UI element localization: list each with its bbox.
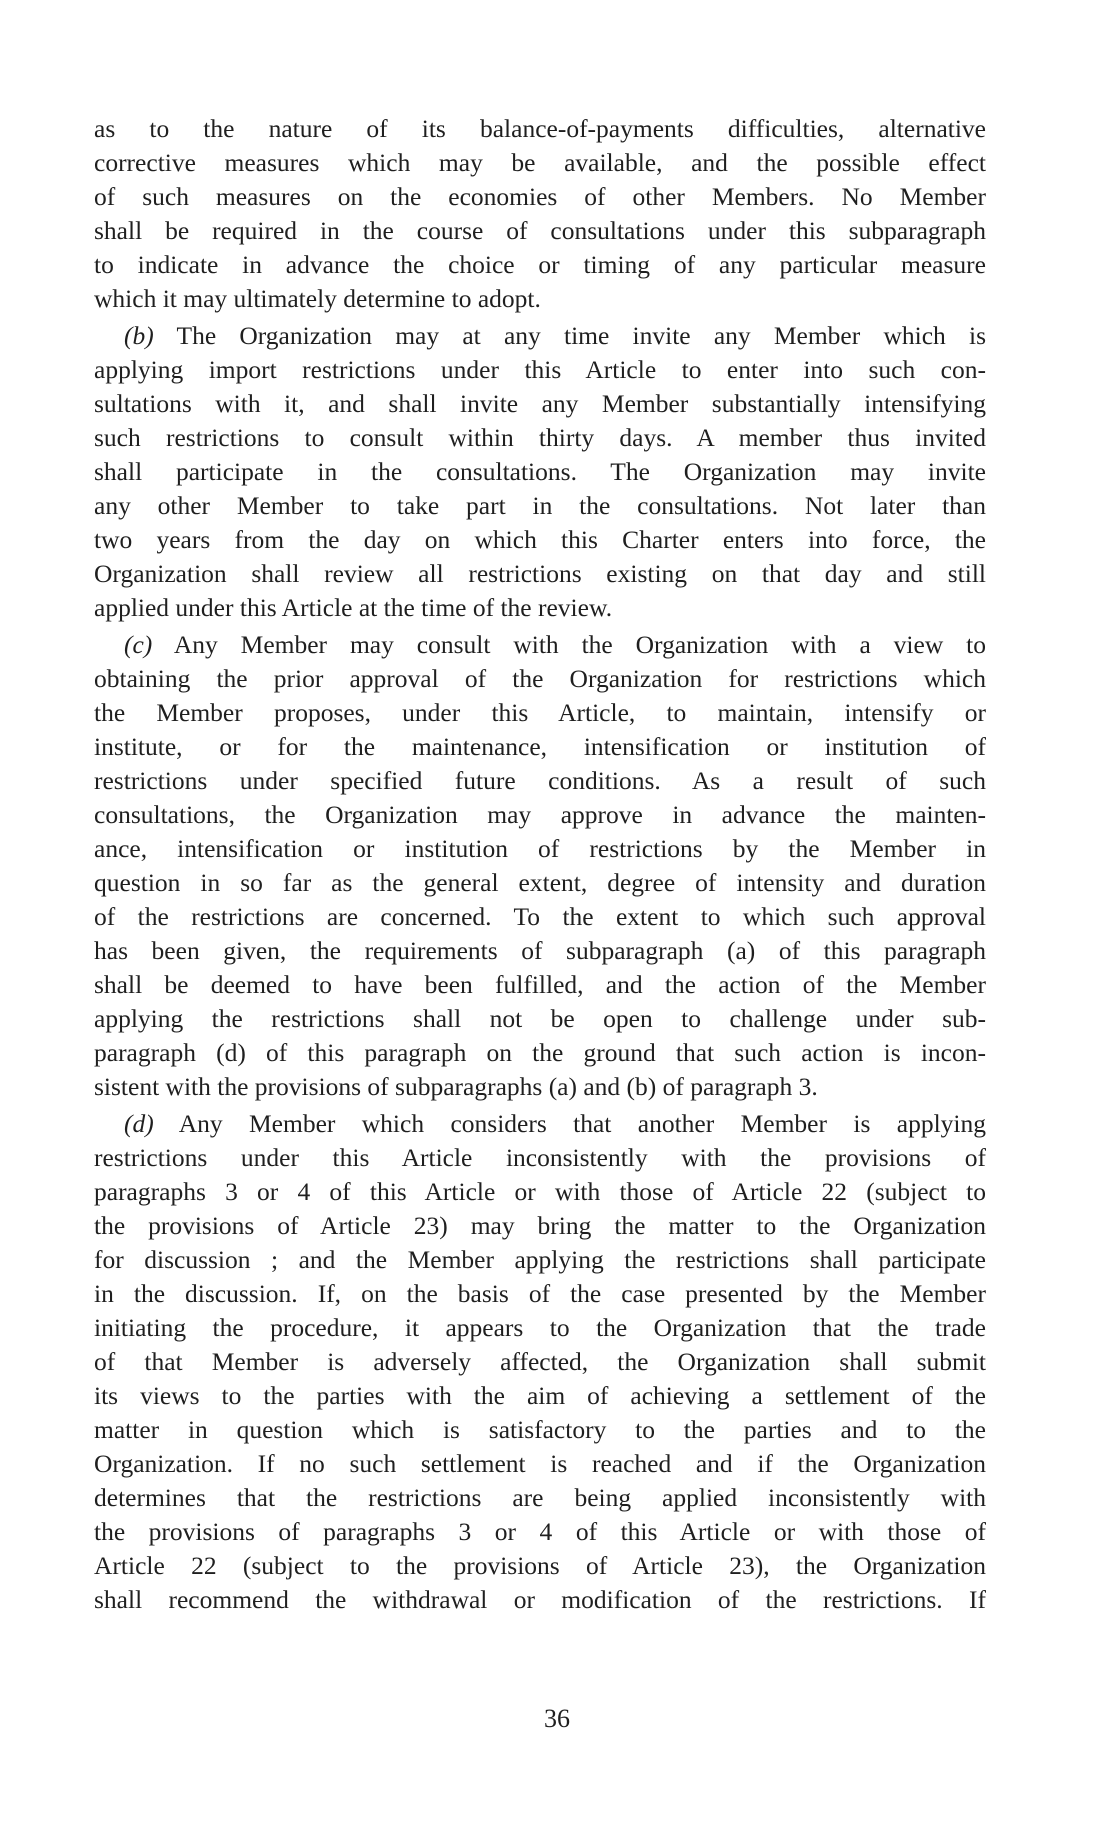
text-line-first: [94, 1107, 986, 1141]
text-line: any other Member to take part in the consultations. Not later than: [94, 491, 986, 520]
paragraph-d: [94, 1107, 986, 1617]
text-line: shall participate in the consultations. The Organization may invite: [94, 457, 986, 486]
text-line: corrective measures which may be available, and the possible effect: [94, 148, 986, 177]
paragraph-continuation: [94, 112, 986, 316]
text-line: shall be required in the course of consultations under this subparagraph: [94, 216, 986, 245]
text-line: for discussion ; and the Member applying the restrictions shall participate: [94, 1245, 986, 1274]
text-line: of such measures on the economies of other Members. No Member: [94, 182, 986, 211]
page-number: 36: [544, 1704, 570, 1733]
text-line: shall be deemed to have been fulfilled, and the action of the Member: [94, 970, 986, 999]
text-line: paragraph (d) of this paragraph on the ground that such action is incon-: [94, 1038, 986, 1067]
text-line: sistent with the provisions of subparagraphs (a) and (b) of paragraph 3.: [94, 1072, 818, 1101]
text-line: restrictions under specified future conditions. As a result of such: [94, 766, 986, 795]
paragraph-b: [94, 319, 986, 625]
text-line: applied under this Article at the time of the review.: [94, 593, 613, 622]
text-line: matter in question which is satisfactory to the parties and to the: [94, 1415, 986, 1444]
text-line: applying the restrictions shall not be open to challenge under sub-: [94, 1004, 986, 1033]
text-line: initiating the procedure, it appears to the Organization that the trade: [94, 1313, 986, 1342]
subparagraph-marker: (d): [124, 1109, 154, 1138]
text-line-content: Any Member may consult with the Organization with a view to: [152, 630, 986, 659]
text-line: Organization shall review all restrictions existing on that day and still: [94, 559, 986, 588]
text-line: the Member proposes, under this Article, to maintain, intensify or: [94, 698, 986, 727]
text-line-first: [94, 319, 986, 353]
text-line: paragraphs 3 or 4 of this Article or with those of Article 22 (subject to: [94, 1177, 986, 1206]
text-line: determines that the restrictions are being applied inconsistently with: [94, 1483, 986, 1512]
text-line: such restrictions to consult within thirty days. A member thus invited: [94, 423, 986, 452]
text-line: institute, or for the maintenance, intensification or institution of: [94, 732, 986, 761]
text-line: shall recommend the withdrawal or modification of the restrictions. If: [94, 1585, 986, 1614]
text-line-content: Any Member which considers that another Member is applying: [153, 1109, 986, 1138]
text-line: consultations, the Organization may approve in advance the mainten-: [94, 800, 986, 829]
text-line: obtaining the prior approval of the Organization for restrictions which: [94, 664, 986, 693]
text-line: sultations with it, and shall invite any Member substantially intensifying: [94, 389, 986, 418]
text-line: two years from the day on which this Charter enters into force, the: [94, 525, 986, 554]
text-line: its views to the parties with the aim of achieving a settlement of the: [94, 1381, 986, 1410]
text-line: the provisions of Article 23) may bring the matter to the Organization: [94, 1211, 986, 1240]
text-line: of the restrictions are concerned. To the extent to which such approval: [94, 902, 986, 931]
text-line: Article 22 (subject to the provisions of Article 23), the Organization: [94, 1551, 986, 1580]
text-line: which it may ultimately determine to adopt.: [94, 284, 541, 313]
document-page: [94, 112, 986, 1617]
text-line: Organization. If no such settlement is reached and if the Organization: [94, 1449, 986, 1478]
text-line: as to the nature of its balance-of-payments difficulties, alternative: [94, 114, 986, 143]
subparagraph-marker: (b): [124, 321, 154, 350]
text-line-first: [94, 628, 986, 662]
text-line: the provisions of paragraphs 3 or 4 of this Article or with those of: [94, 1517, 986, 1546]
text-line-content: The Organization may at any time invite any Member which is: [153, 321, 986, 350]
text-line: to indicate in advance the choice or timing of any particular measure: [94, 250, 986, 279]
text-line: in the discussion. If, on the basis of the case presented by the Member: [94, 1279, 986, 1308]
subparagraph-marker: (c): [124, 630, 153, 659]
paragraph-c: [94, 628, 986, 1104]
text-line: of that Member is adversely affected, the Organization shall submit: [94, 1347, 986, 1376]
text-line: applying import restrictions under this Article to enter into such con-: [94, 355, 986, 384]
text-line: restrictions under this Article inconsistently with the provisions of: [94, 1143, 986, 1172]
text-line: has been given, the requirements of subparagraph (a) of this paragraph: [94, 936, 986, 965]
text-line: ance, intensification or institution of restrictions by the Member in: [94, 834, 986, 863]
text-line: question in so far as the general extent, degree of intensity and duration: [94, 868, 986, 897]
